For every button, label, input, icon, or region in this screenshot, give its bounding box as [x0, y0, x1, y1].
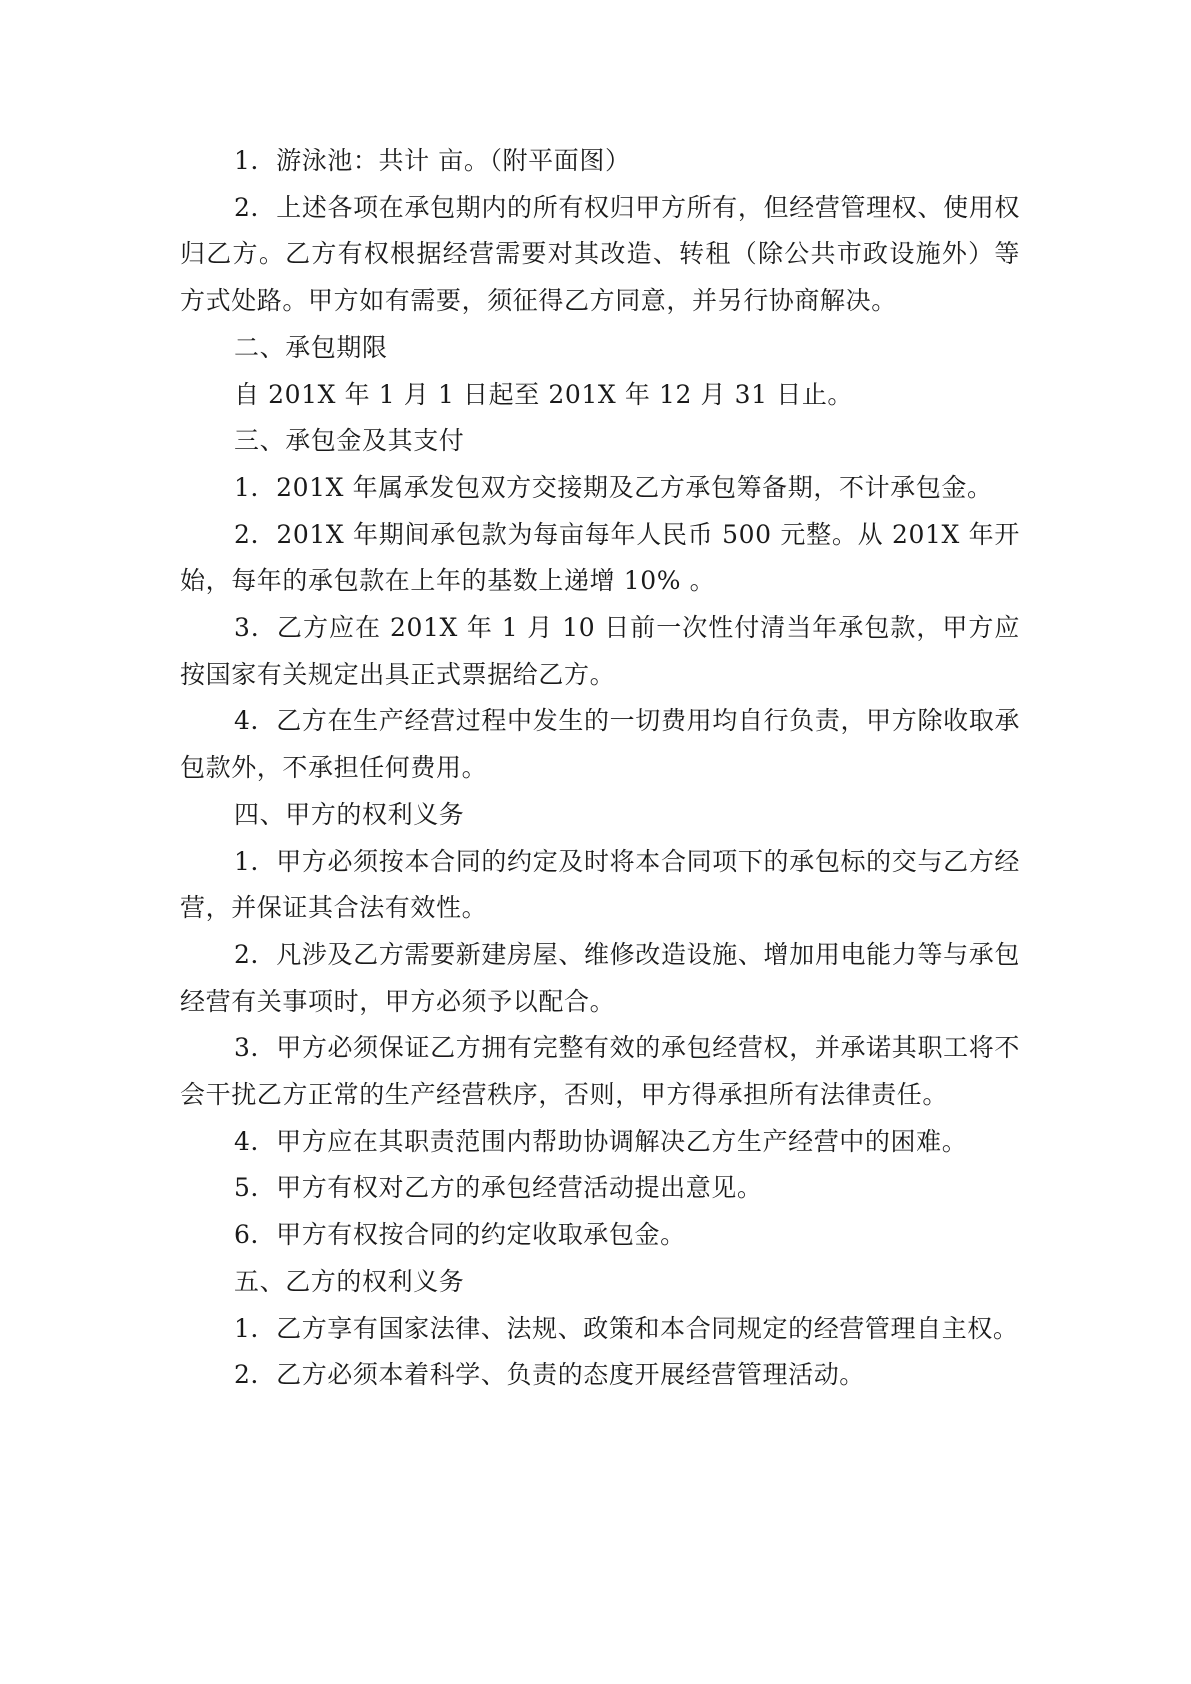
section-heading-payment: 三、承包金及其支付	[234, 426, 465, 456]
item-swimming-pool: 1．游泳池：共计 亩。（附平面图）	[234, 146, 631, 175]
party-a-item-1: 1．甲方必须按本合同的约定及时将本合同项下的承包标的交与乙方经营，并保证其合法有效性。	[180, 846, 1020, 923]
section-heading-party-b: 五、乙方的权利义务	[234, 1266, 465, 1296]
party-a-item-5: 5．甲方有权对乙方的承包经营活动提出意见。	[234, 1173, 763, 1203]
party-a-item-2: 2．凡涉及乙方需要新建房屋、维修改造设施、增加用电能力等与承包经营有关事项时，甲方必须予以配合。	[180, 939, 1020, 1016]
party-b-item-2: 2．乙方必须本着科学、负责的态度开展经营管理活动。	[234, 1360, 865, 1390]
party-b-item-1: 1．乙方享有国家法律、法规、政策和本合同规定的经营管理自主权。	[234, 1313, 1019, 1343]
payment-item-2: 2．201X 年期间承包款为每亩每年人民币 500 元整。从 201X 年开始，每年的承包款在上年的基数上递增 10% 。	[180, 519, 1020, 596]
payment-item-3: 3．乙方应在 201X 年 1 月 10 日前一次性付清当年承包款，甲方应按国家有关规定出具正式票据给乙方。	[180, 613, 1020, 689]
payment-item-1: 1．201X 年属承发包双方交接期及乙方承包筹备期，不计承包金。	[234, 472, 993, 502]
party-a-item-6: 6．甲方有权按合同的约定收取承包金。	[234, 1220, 686, 1250]
document-body	[180, 138, 1020, 1399]
contract-term-dates: 自 201X 年 1 月 1 日起至 201X 年 12 月 31 日止。	[234, 379, 854, 409]
item-ownership-rights: 2．上述各项在承包期内的所有权归甲方所有，但经营管理权、使用权归乙方。乙方有权根据经营需要对其改造、转租（除公共市政设施外）等方式处路。甲方如有需要，须征得乙方同意，并另行协商解决。	[180, 192, 1020, 316]
section-heading-contract-term: 二、承包期限	[234, 332, 388, 362]
party-a-item-3: 3．甲方必须保证乙方拥有完整有效的承包经营权，并承诺其职工将不会干扰乙方正常的生产经营秩序，否则，甲方得承担所有法律责任。	[180, 1033, 1020, 1110]
party-a-item-4: 4．甲方应在其职责范围内帮助协调解决乙方生产经营中的困难。	[234, 1126, 968, 1156]
section-heading-party-a: 四、甲方的权利义务	[234, 799, 465, 829]
payment-item-4: 4．乙方在生产经营过程中发生的一切费用均自行负责，甲方除收取承包款外，不承担任何费用。	[180, 706, 1020, 783]
